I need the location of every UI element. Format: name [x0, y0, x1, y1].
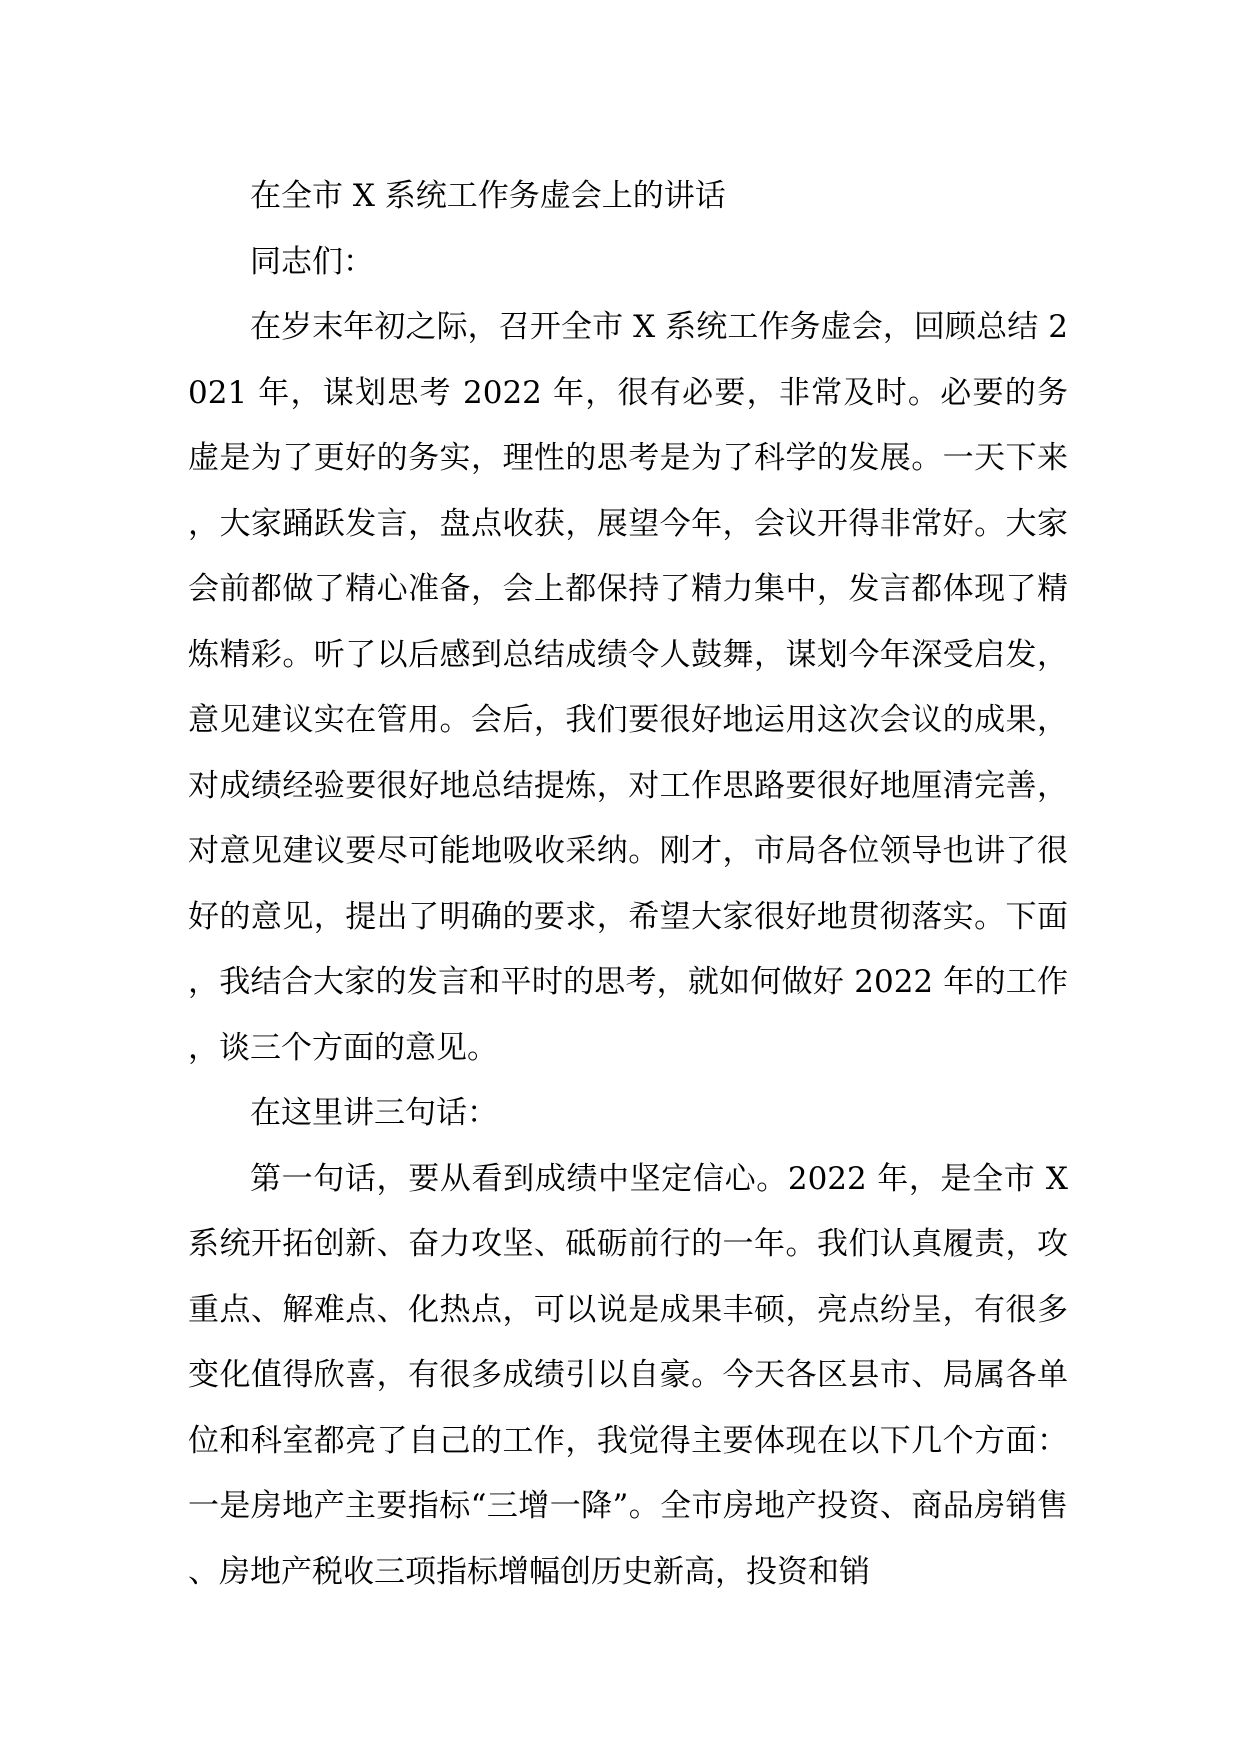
document-title: 在全市 X 系统工作务虚会上的讲话 [250, 178, 726, 214]
paragraph-3: 第一句话，要从看到成绩中坚定信心。2022 年，是全市 X 系统开拓创新、奋力攻坚、砥砺前行的一年。我们认真履责，攻重点、解难点、化热点，可以说是成果丰硕，亮点纷呈，有很多变化值得欣喜，有很多成绩引以自豪。今天各区县市、局属各单位和科室都亮了自己的工作，我觉得主要体现在以下几个方面：一是房地产主要指标“三增一降”。全市房地产投资、商品房销售、房地产税收三项指标增幅创历史新高，投资和销 [188, 1160, 1068, 1590]
document-body [188, 164, 1068, 1605]
salutation: 同志们： [250, 243, 374, 280]
paragraph-2: 在这里讲三句话： [250, 1095, 498, 1131]
paragraph-1: 在岁末年初之际，召开全市 X 系统工作务虚会，回顾总结 2021 年，谋划思考 2022 年，很有必要，非常及时。必要的务虚是为了更好的务实，理性的思考是为了科学的发展。一天下来，大家踊跃发言，盘点收获，展望今年，会议开得非常好。大家会前都做了精心准备，会上都保持了精力集中，发言都体现了精炼精彩。听了以后感到总结成绩令人鼓舞，谋划今年深受启发，意见建议实在管用。会后，我们要很好地运用这次会议的成果，对成绩经验要很好地总结提炼，对工作思路要很好地厘清完善，对意见建议要尽可能地吸收采纳。刚才，市局各位领导也讲了很好的意见，提出了明确的要求，希望大家很好地贯彻落实。下面，我结合大家的发言和平时的思考，就如何做好 2022 年的工作，谈三个方面的意见。 [188, 309, 1068, 1066]
